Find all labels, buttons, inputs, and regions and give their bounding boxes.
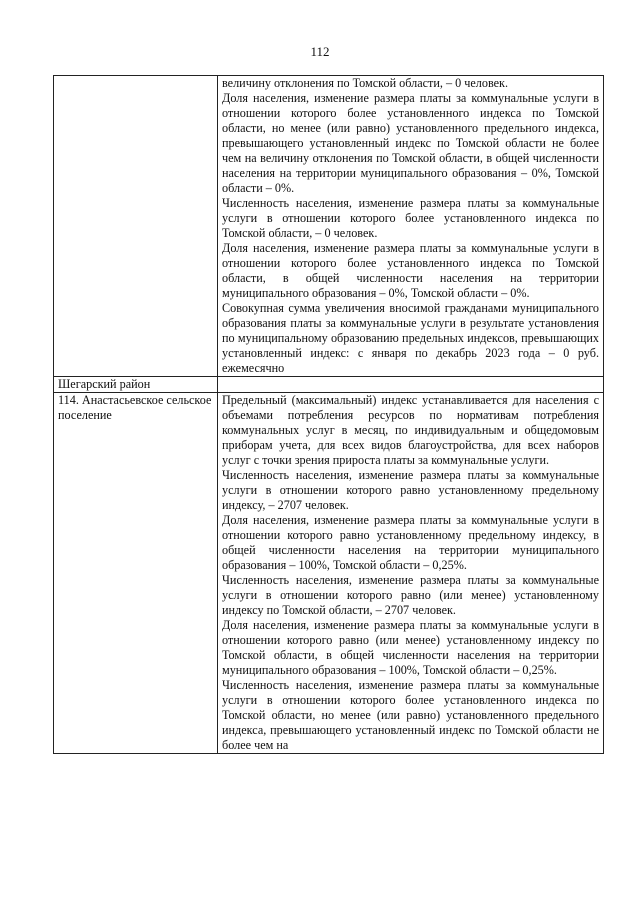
table-row: [54, 377, 604, 393]
paragraph: Численность населения, изменение размера платы за коммунальные услуги в отношении которого равно (или менее) установленному индексу по Томской области, – 2707 человек.: [222, 573, 599, 617]
paragraph: Численность населения, изменение размера платы за коммунальные услуги в отношении которого равно установленному предельному индексу, – 2707 человек.: [222, 468, 599, 512]
row-label-cell: [54, 76, 218, 377]
row-content-cell: [218, 76, 604, 377]
paragraph: Доля населения, изменение размера платы за коммунальные услуги в отношении которого более установленного индекса по Томской области, но менее (или равно) установленного предельного индекса, превышающего установленный индекс по Томской области не более чем на величину отклонения по Томской области, в общей численности населения на территории муниципального образования – 0%, Томской области – 0%.: [222, 91, 599, 195]
municipality-name-cell: 114. Анастасьевское сельское поселение: [54, 393, 218, 754]
paragraph: Совокупная сумма увеличения вносимой гражданами муниципального образования платы за коммунальные услуги в результате установления по муниципальному образованию предельных индексов, превышающих установленный индекс: с января по декабрь 2023 года – 0 руб. ежемесячно: [222, 301, 599, 375]
table-row: [54, 393, 604, 754]
paragraph: величину отклонения по Томской области, – 0 человек.: [222, 76, 509, 90]
paragraph: Доля населения, изменение размера платы за коммунальные услуги в отношении которого равно установленному предельному индексу, в общей численности населения на территории муниципального образования – 100%, Томской области – 0,25%.: [222, 513, 599, 572]
paragraph: Численность населения, изменение размера платы за коммунальные услуги в отношении которого более установленного индекса по Томской области, но менее (или равно) установленного предельного индекса, превышающего установленный индекс по Томской области не более чем на: [222, 678, 599, 752]
paragraph: Предельный (максимальный) индекс устанавливается для населения с объемами потребления ресурсов по нормативам потребления коммунальных услуг в месяц, по индивидуальным и общедомовым приборам учета, для всех видов благоустройства, для всех наборов услуг с точки зрения прироста платы за коммунальные услуги.: [222, 393, 599, 467]
district-name-cell: Шегарский район: [54, 377, 218, 393]
document-table: [53, 75, 604, 754]
table-row: [54, 76, 604, 377]
row-content-cell: [218, 377, 604, 393]
row-content-cell: [218, 393, 604, 754]
paragraph: Численность населения, изменение размера платы за коммунальные услуги в отношении которого более установленного индекса по Томской области, – 0 человек.: [222, 196, 599, 240]
paragraph: Доля населения, изменение размера платы за коммунальные услуги в отношении которого более установленного индекса по Томской области, в общей численности населения на территории муниципального образования – 0%, Томской области – 0%.: [222, 241, 599, 300]
page-number: 112: [310, 44, 330, 59]
paragraph: Доля населения, изменение размера платы за коммунальные услуги в отношении которого равно (или менее) установленному индексу по Томской области, в общей численности населения на территории муниципального образования – 100%, Томской области – 0,25%.: [222, 618, 599, 677]
